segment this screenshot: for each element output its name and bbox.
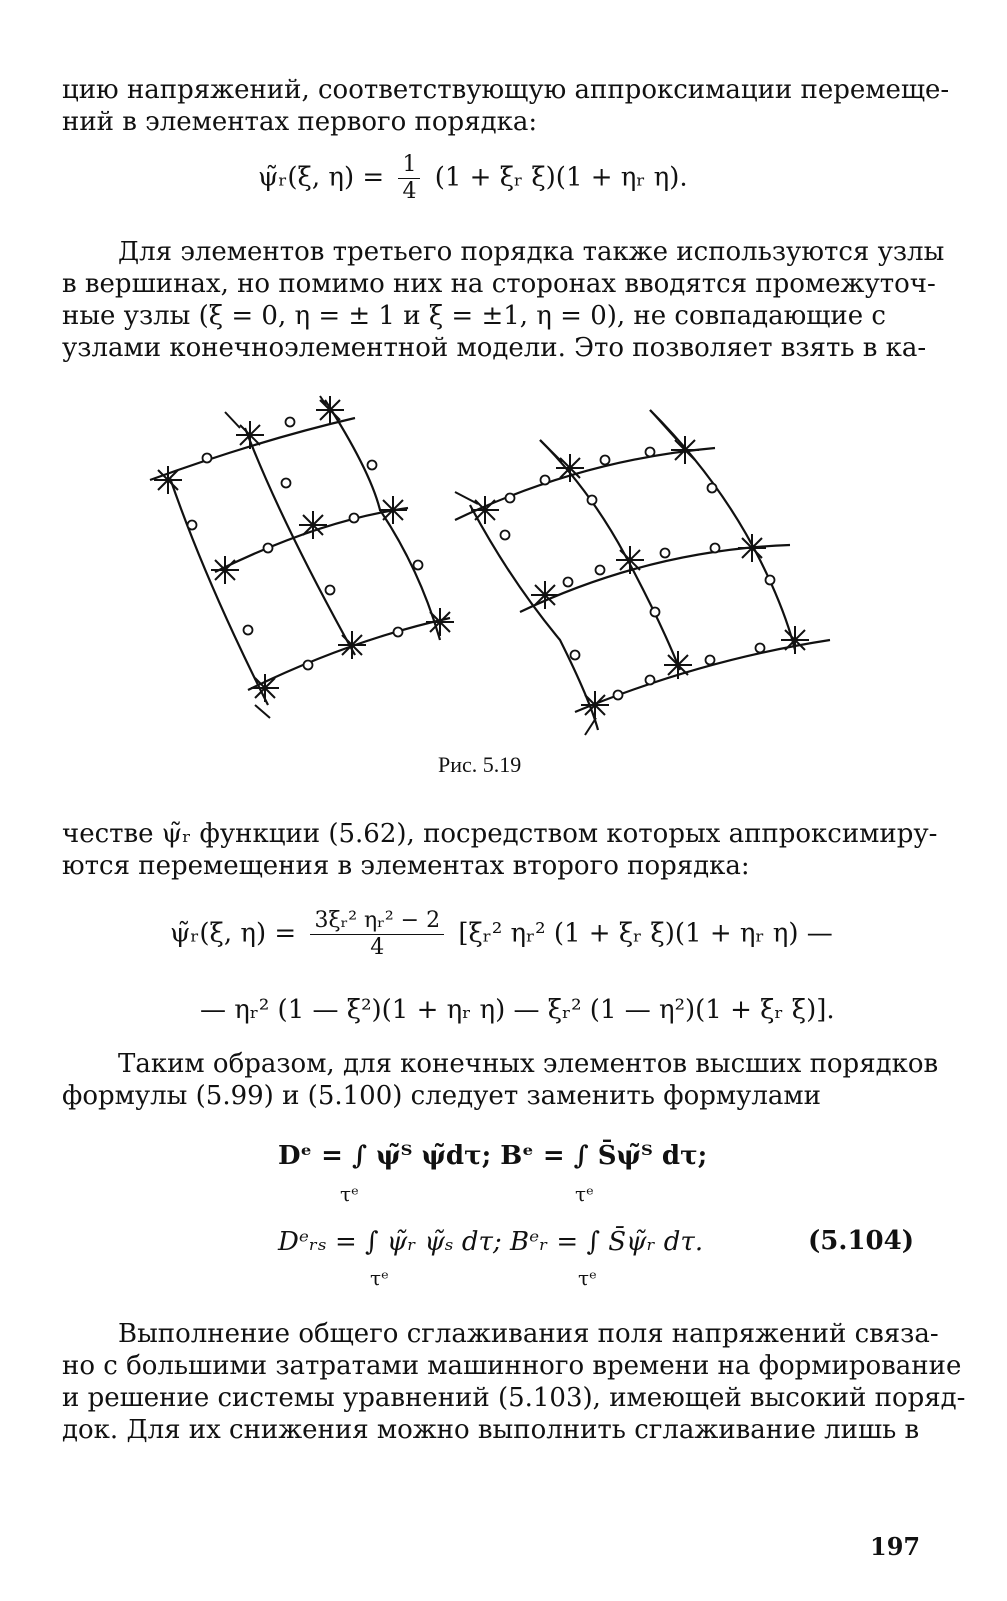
fraction-denominator: 4 — [370, 935, 385, 960]
paragraph-3 — [62, 818, 938, 882]
text-line: и решение системы уравнений (5.103), имеющей высокий поряд- — [62, 1383, 966, 1413]
mesh-line — [248, 618, 450, 690]
mesh-line — [215, 508, 408, 572]
text-line: Выполнение общего сглаживания поля напряжений связа- — [118, 1319, 939, 1349]
formula-matrices: Dᵉ = ∫ ψ̃ᵀ ψ̃dτ; Bᵉ = ∫ S̄ψ̃ᵀ dτ; — [278, 1141, 708, 1171]
integration-domain: τᵉ — [578, 1266, 597, 1290]
corner-nodes-right — [471, 436, 809, 719]
mesh-line — [540, 440, 680, 670]
mesh-line — [170, 478, 268, 705]
formula-components: Dᵉᵣₛ = ∫ ψ̃ᵣ ψ̃ₛ dτ; Bᵉᵣ = ∫ S̄ψ̃ᵣ dτ. — [278, 1227, 704, 1257]
text-line: узлами конечноэлементной модели. Это позволяет взять в ка- — [62, 333, 927, 363]
text-line: Таким образом, для конечных элементов высших порядков — [118, 1049, 939, 1079]
text-line: ний в элементах первого порядка: — [62, 107, 538, 137]
integration-domain: τᵉ — [340, 1182, 359, 1206]
formula-rhs: (1 + ξᵣ ξ)(1 + ηᵣ η). — [434, 162, 688, 193]
text-line: в вершинах, но помимо них на сторонах вводятся промежуточ- — [62, 269, 936, 299]
fraction-numerator: 3ξᵣ² ηᵣ² − 2 — [310, 908, 444, 935]
text-line: ются перемещения в элементах второго порядка: — [62, 851, 750, 881]
formula-second-order-continued: — ηᵣ² (1 — ξ²)(1 + ηᵣ η) — ξᵣ² (1 — η²)(1 + ξᵣ ξ)]. — [200, 995, 835, 1025]
corner-nodes-left — [154, 396, 454, 702]
mesh-line — [575, 640, 830, 712]
paragraph-5 — [62, 1318, 966, 1446]
mesh-line — [245, 428, 355, 655]
text-line: Для элементов третьего порядка также используются узлы — [118, 237, 945, 267]
text-line: ные узлы (ξ = 0, η = ± 1 и ξ = ±1, η = 0), не совпадающие с — [62, 301, 886, 331]
formula-lhs: ψ̃ᵣ(ξ, η) = — [258, 162, 385, 193]
edge-extensions — [225, 396, 677, 735]
text-line: цию напряжений, соответствующую аппроксимации перемеще- — [62, 75, 950, 105]
fraction — [310, 908, 444, 961]
page-number: 197 — [870, 1532, 921, 1561]
text-line: но с большими затратами машинного времени на формирование — [62, 1351, 962, 1381]
mesh-line — [470, 505, 598, 730]
equation-number: (5.104) — [808, 1226, 915, 1256]
formula-rhs: [ξᵣ² ηᵣ² (1 + ξᵣ ξ)(1 + ηᵣ η) — — [458, 918, 833, 949]
mesh-line — [650, 410, 795, 650]
formula-second-order — [170, 908, 833, 961]
mesh-line — [520, 545, 790, 612]
fraction-numerator: 1 — [398, 152, 420, 179]
integration-domain: τᵉ — [370, 1266, 389, 1290]
text-line: формулы (5.99) и (5.100) следует заменить формулами — [62, 1081, 821, 1111]
mesh-line — [325, 400, 440, 640]
figure-caption: Рис. 5.19 — [438, 752, 522, 777]
fraction-denominator: 4 — [402, 179, 417, 204]
text-line: док. Для их снижения можно выполнить сглаживание лишь в — [62, 1415, 920, 1445]
paragraph-4 — [62, 1048, 939, 1112]
integration-domain: τᵉ — [575, 1182, 594, 1206]
formula-lhs: ψ̃ᵣ(ξ, η) = — [170, 918, 297, 949]
text-line: честве ψ̃ᵣ функции (5.62), посредством которых аппроксимиру- — [62, 819, 938, 849]
